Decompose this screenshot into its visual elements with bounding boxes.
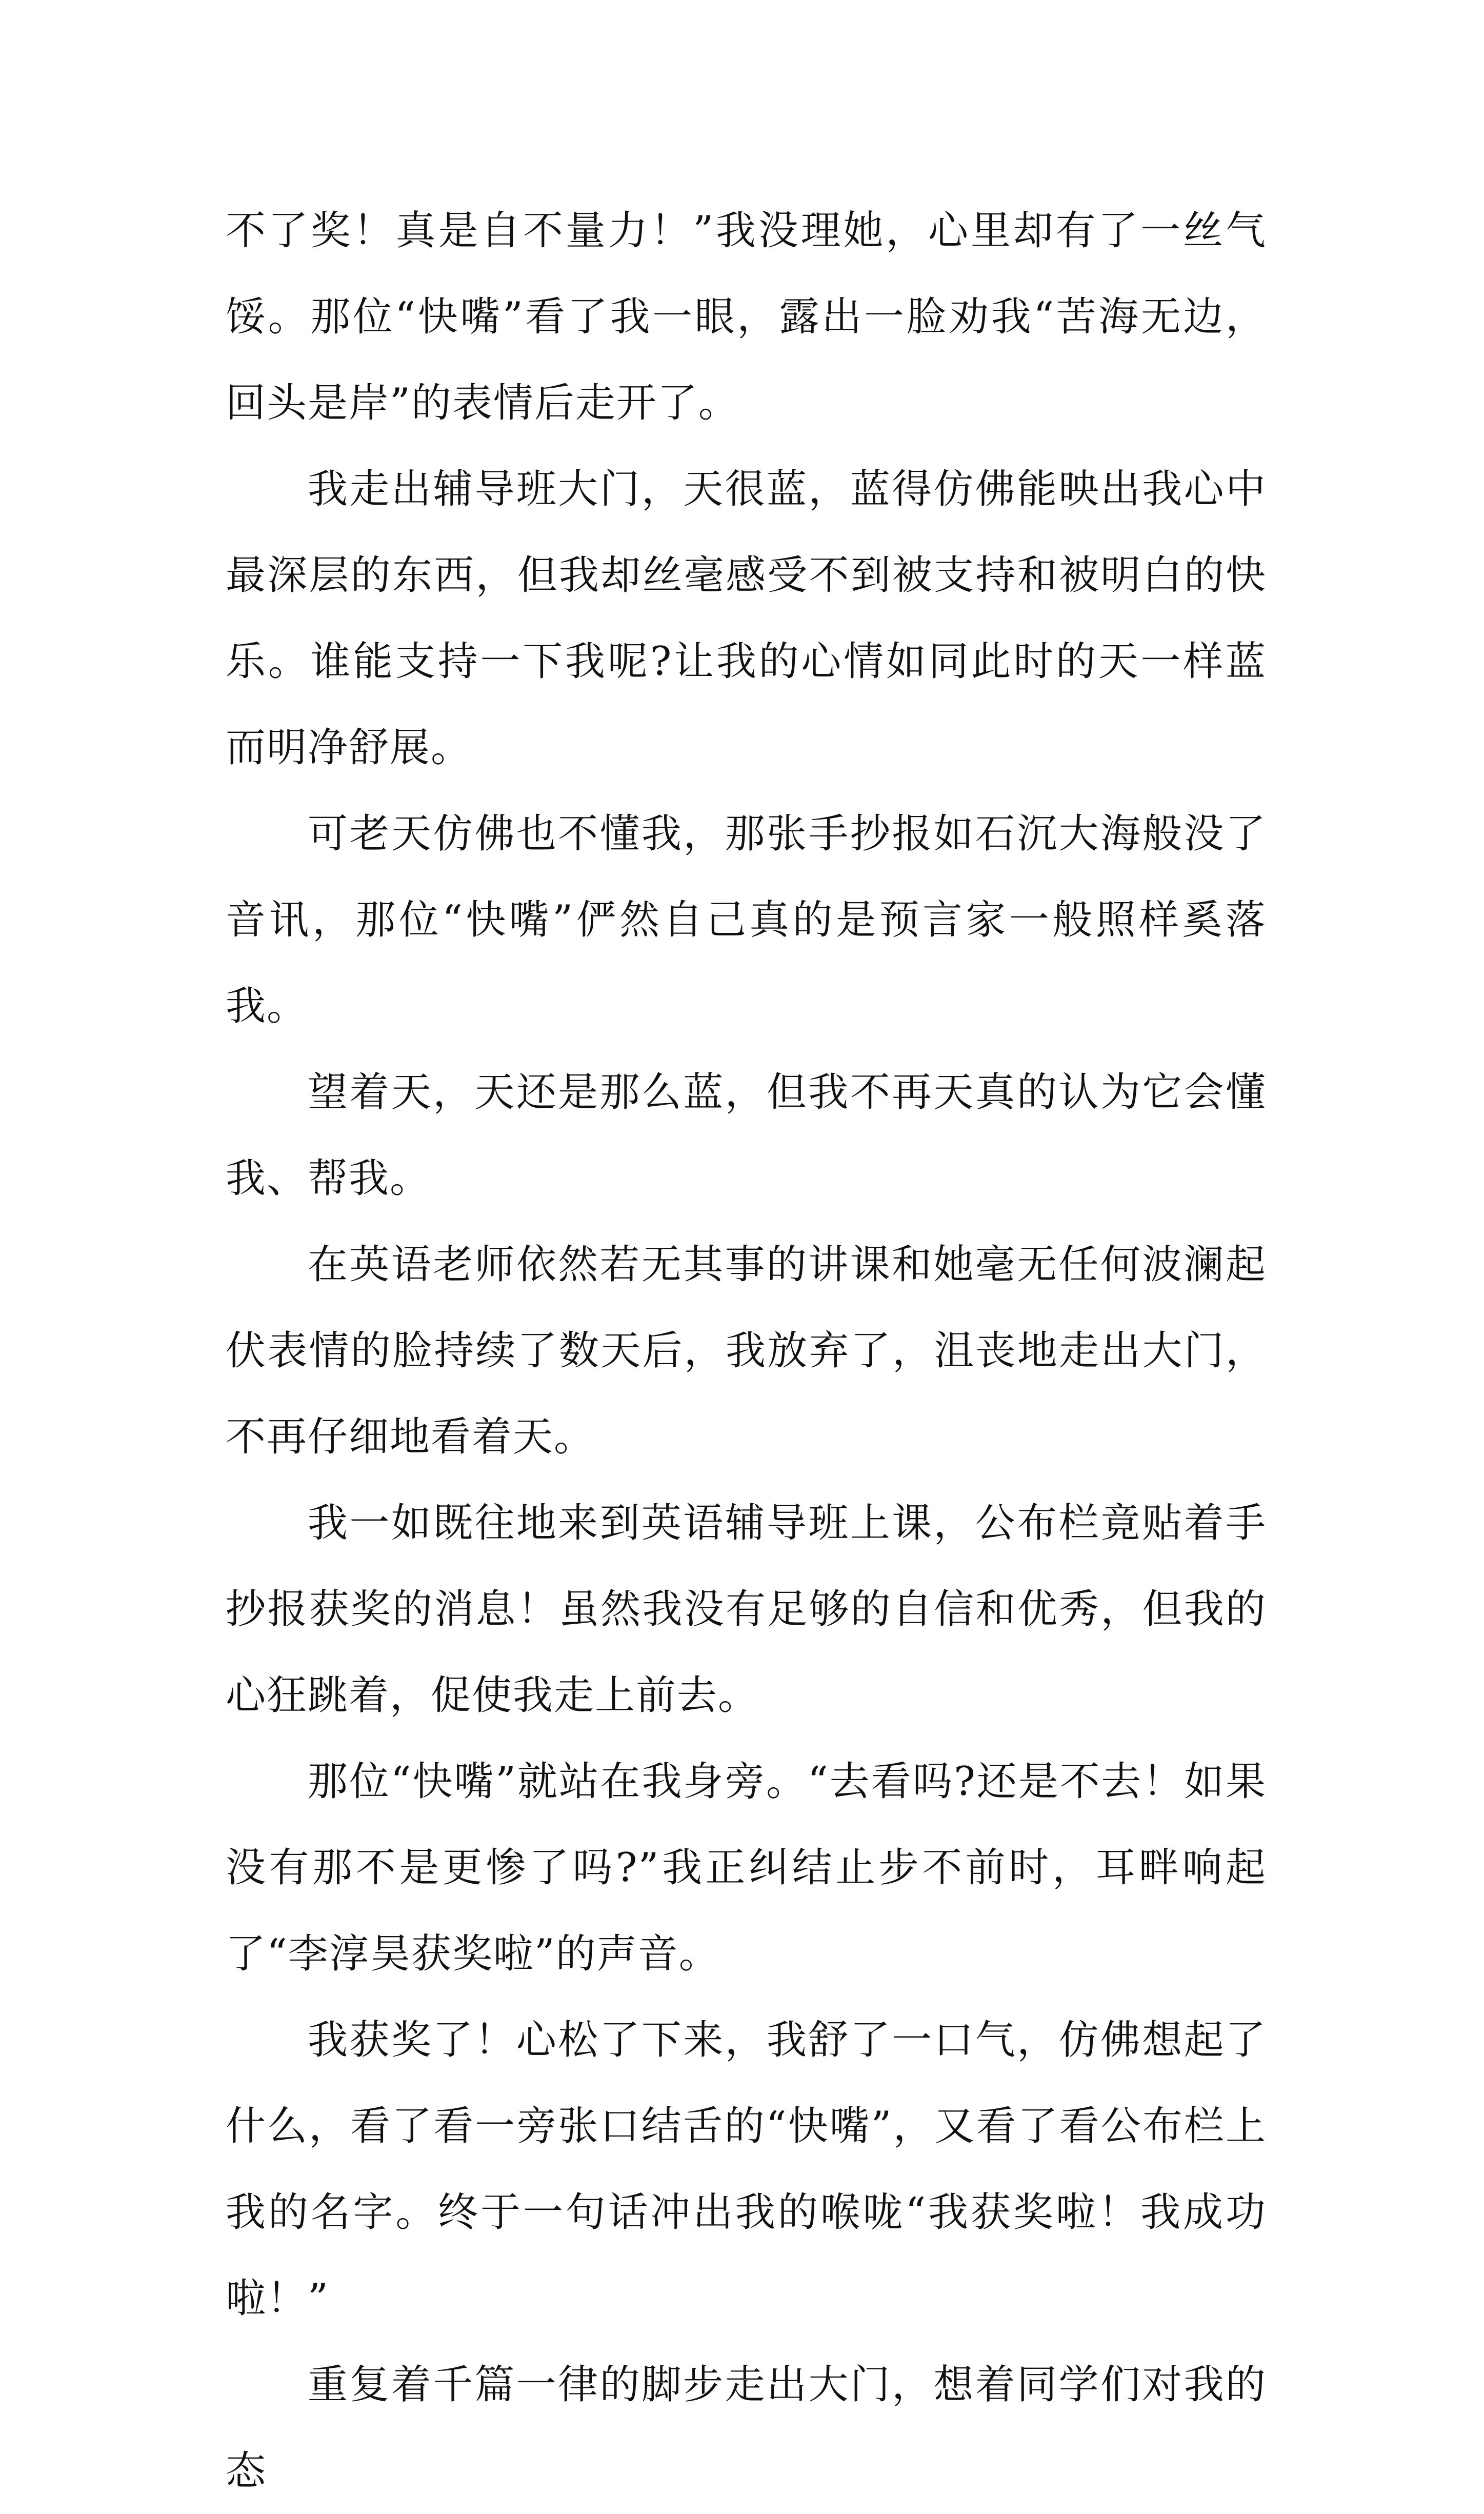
paragraph: 可老天仿佛也不懂我，那张手抄报如石沉大海般没了音讯，那位“快嘴”俨然自己真的是预言家一般照样奚落我。 (226, 811, 1267, 1029)
paragraph: 我走出辅导班大门，天很蓝，蓝得仿佛能映出我心中最深层的东西，但我却丝毫感受不到被支持和被明白的快乐。谁能支持一下我呢?让我的心情如同此时的天一样蓝而明净舒展。 (226, 466, 1267, 771)
paragraph: 在英语老师依然若无其事的讲课和她毫无任何波澜起伏表情的脸持续了数天后，我放弃了，沮丧地走出大门，不再仔细地看着天。 (226, 1242, 1267, 1460)
paragraph: 我获奖了！心松了下来，我舒了一口气，仿佛想起了什么，看了看一旁张口结舌的“快嘴”，又看了看公布栏上我的名字。终于一句话冲出我的喉咙“我获奖啦！我成功啦！” (226, 2017, 1267, 2322)
body-text (226, 188, 1267, 2514)
paragraph: 不了奖！真是自不量力！”我没理她，心里却有了一丝气馁。那位“快嘴”看了我一眼，露出一脸劝我“苦海无边，回头是岸”的表情后走开了。 (226, 208, 1267, 426)
paragraph: 重复着千篇一律的脚步走出大门，想着同学们对我的态 (226, 2362, 1267, 2494)
paragraph: 那位“快嘴”就站在我身旁。“去看吗?还是不去！如果没有那不是更惨了吗?”我正纠结止步不前时，耳畔响起了“李淳昊获奖啦”的声音。 (226, 1759, 1267, 1977)
paragraph: 望着天，天还是那么蓝，但我不再天真的认为它会懂我、帮我。 (226, 1069, 1267, 1202)
paragraph: 我一如既往地来到英语辅导班上课，公布栏竟贴着手抄报获奖的消息！虽然我没有足够的自信和优秀，但我的心狂跳着，促使我走上前去。 (226, 1500, 1267, 1719)
